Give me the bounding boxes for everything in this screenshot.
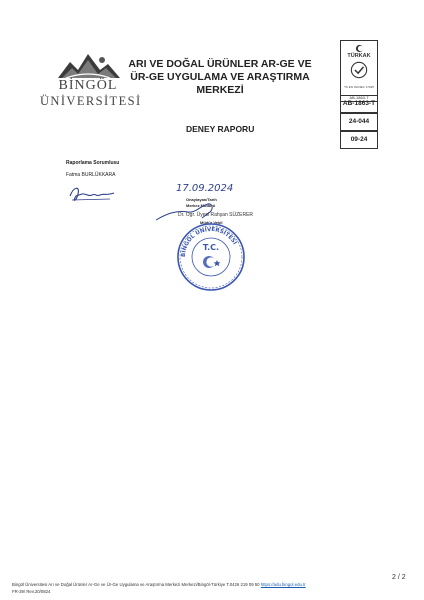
page-number: 2 / 2 <box>392 574 406 581</box>
footer-form-code: FR-39/ Rev.20/0824 <box>12 589 51 594</box>
university-seal-icon <box>174 221 248 293</box>
turkak-standard-text: TS EN ISO/IEC 17025 <box>344 85 374 89</box>
director-name: Dr. Öğr. Üyesi Rahşan SÜZERER <box>178 212 254 218</box>
date-code-box: 09-24 <box>340 131 378 149</box>
university-name-line1: BİNGÖL <box>58 78 118 93</box>
responsible-signature <box>66 180 120 208</box>
approver-label: Onaylayan/Tarih <box>186 197 217 202</box>
report-title: DENEY RAPORU <box>186 124 255 134</box>
accreditation-number-box: AB-1863-T <box>340 95 378 113</box>
responsible-name: Fatma BURLÜKKARA <box>66 172 116 178</box>
director-label: Merkez Müdürü <box>186 203 216 208</box>
checkmark-icon <box>350 61 368 79</box>
footer-website-link[interactable]: https://adu.bingol.edu.tr <box>260 582 306 587</box>
seal-center-text: T.C. <box>202 243 220 252</box>
responsible-label: Raporlama Sorumlusu <box>66 160 120 166</box>
title-line-1: ARI VE DOĞAL ÜRÜNLER AR-GE VE <box>128 58 312 70</box>
turkak-logo-text: TÜRKAK <box>347 53 371 59</box>
footer-address-text: Bingöl Üniversitesi Arı ve Doğal Ürünler Ar-Ge ve Ür-Ge Uygulama ve Araştırma Merkezi Merkezi/Bingöl-Türkiye T.0426 219 09 50 <box>12 582 260 587</box>
turkak-code: AB-1863-T <box>349 95 369 100</box>
seal-ring-text: BİNGÖL ÜNİVERSİTESİ <box>180 226 238 258</box>
report-number-box: 24-044 <box>340 113 378 131</box>
university-name-line2: ÜNİVERSİTESİ <box>40 94 142 108</box>
director-title: Müdür Vekil <box>200 220 223 225</box>
title-line-3: MERKEZİ <box>196 84 244 96</box>
title-line-2: ÜR-GE UYGULAMA VE ARAŞTIRMA <box>130 71 310 83</box>
turkak-accreditation-box <box>340 40 378 102</box>
center-title <box>128 58 312 97</box>
crescent-icon <box>355 44 364 53</box>
approval-date-handwritten: 17.09.2024 <box>176 183 234 194</box>
footer-address <box>12 582 306 587</box>
